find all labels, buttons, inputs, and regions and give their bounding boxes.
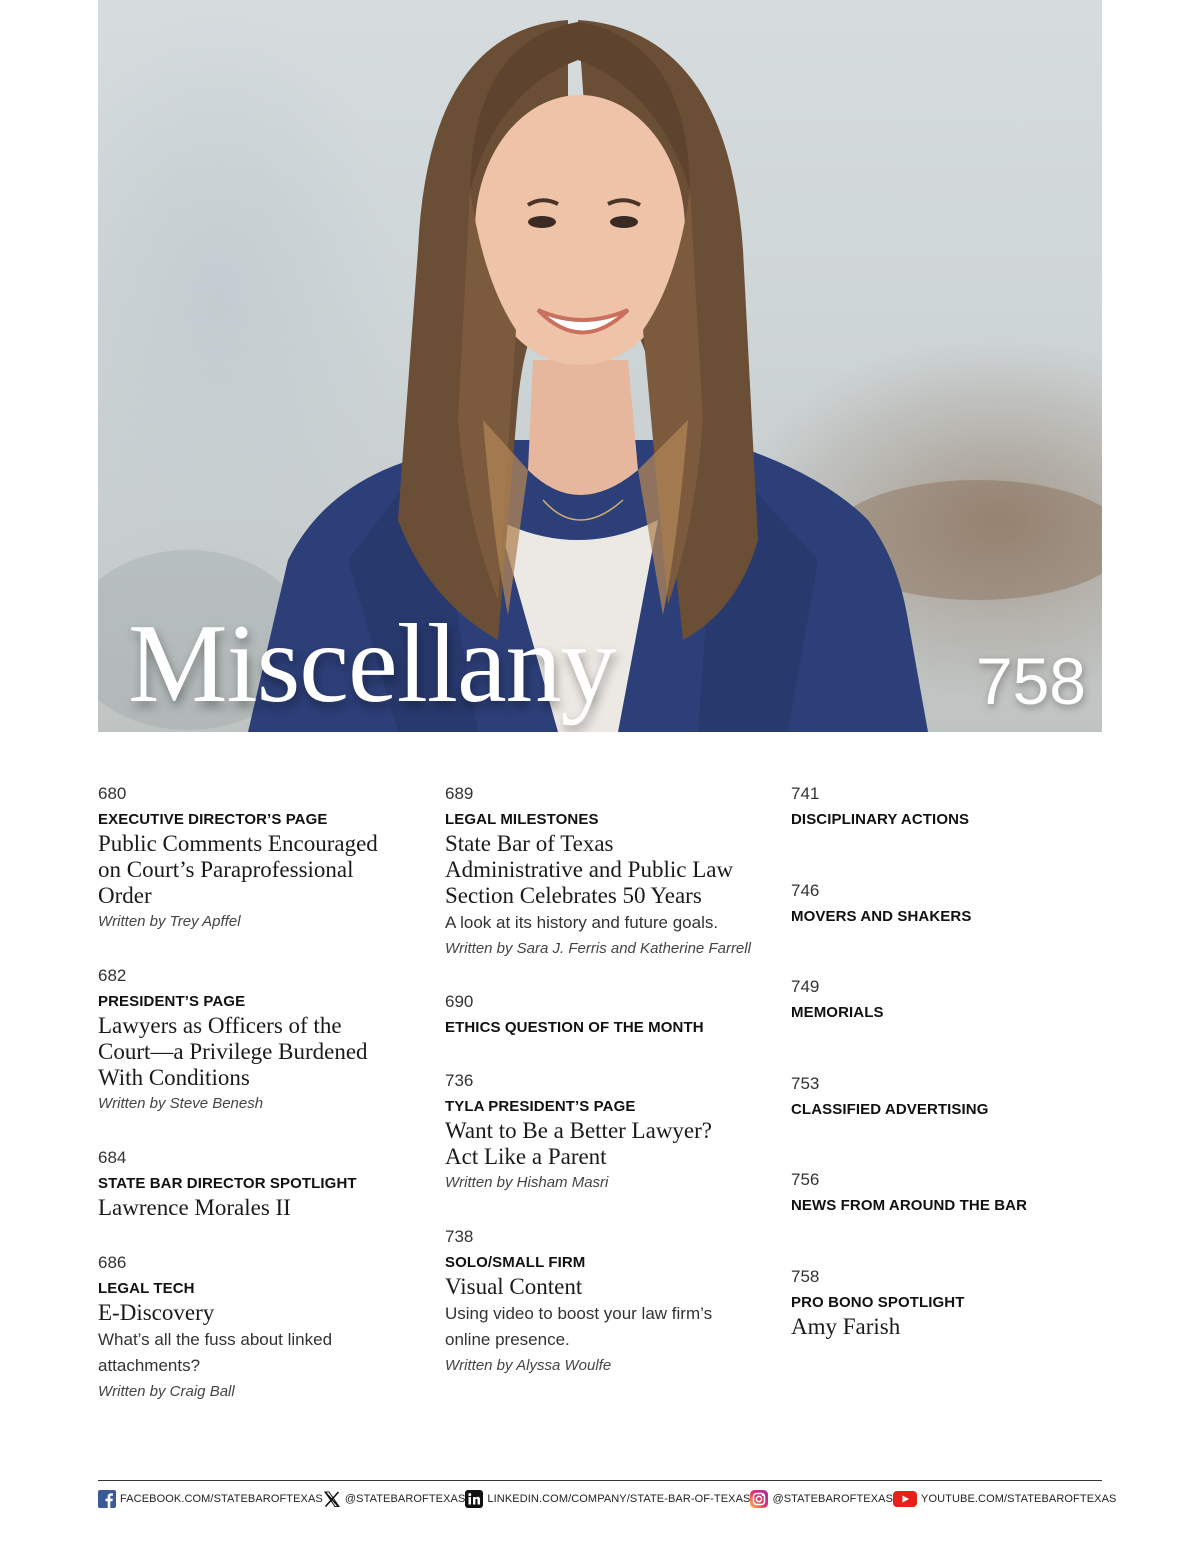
toc-section-label: MOVERS AND SHAKERS — [791, 908, 972, 925]
toc-author: Written by Alyssa Woulfe — [445, 1357, 612, 1374]
facebook-url: FACEBOOK.COM/STATEBAROFTEXAS — [120, 1493, 323, 1505]
toc-entry[interactable] — [445, 784, 755, 959]
toc-section-label: TYLA PRESIDENT’S PAGE — [445, 1098, 636, 1115]
x-icon — [323, 1490, 341, 1508]
toc-headline: Visual Content — [445, 1274, 583, 1299]
toc-entry[interactable] — [791, 784, 969, 830]
toc-page-number: 753 — [791, 1074, 820, 1093]
page-number: 758 — [975, 644, 1086, 718]
facebook-icon — [98, 1490, 116, 1508]
toc-page-number: 689 — [445, 784, 474, 803]
toc-page-number: 736 — [445, 1071, 474, 1090]
toc-section-label: EXECUTIVE DIRECTOR’S PAGE — [98, 811, 328, 828]
toc-section-label: STATE BAR DIRECTOR SPOTLIGHT — [98, 1175, 357, 1192]
toc-page-number: 749 — [791, 977, 820, 996]
toc-entry[interactable] — [98, 966, 398, 1114]
social-footer — [98, 1488, 1117, 1510]
section-title: Miscellany — [128, 602, 616, 726]
toc-section-label: ETHICS QUESTION OF THE MONTH — [445, 1019, 704, 1036]
toc-author: Written by Hisham Masri — [445, 1174, 609, 1191]
x-link[interactable] — [323, 1490, 466, 1508]
toc-headline: Lawyers as Officers of the Court—a Privilege Burdened With Conditions — [98, 1013, 368, 1090]
toc-headline: Want to Be a Better Lawyer? Act Like a Parent — [445, 1118, 713, 1169]
toc-page-number: 746 — [791, 881, 820, 900]
toc-section-label: PRO BONO SPOTLIGHT — [791, 1294, 965, 1311]
toc-section-label: CLASSIFIED ADVERTISING — [791, 1101, 989, 1118]
toc-headline: E-Discovery — [98, 1300, 215, 1325]
toc-entry[interactable] — [791, 1267, 964, 1340]
instagram-icon — [750, 1490, 768, 1508]
youtube-url: YOUTUBE.COM/STATEBAROFTEXAS — [921, 1493, 1117, 1505]
toc-section-label: MEMORIALS — [791, 1004, 884, 1021]
toc-entry[interactable] — [445, 1071, 735, 1193]
toc-entry[interactable] — [98, 1148, 357, 1221]
toc-section-label: DISCIPLINARY ACTIONS — [791, 811, 970, 828]
toc-section-label: PRESIDENT’S PAGE — [98, 993, 246, 1010]
hero-photo — [98, 0, 1102, 732]
x-handle: @STATEBAROFTEXAS — [344, 1493, 466, 1505]
toc-entry[interactable] — [791, 1170, 1027, 1216]
toc-entry[interactable] — [98, 1253, 358, 1402]
toc-description: What’s all the fuss about linked attachments? — [98, 1330, 333, 1375]
toc-section-label: SOLO/SMALL FIRM — [445, 1254, 586, 1271]
toc-author: Written by Trey Apffel — [98, 913, 241, 930]
toc-page-number: 682 — [98, 966, 127, 985]
toc-page-number: 686 — [98, 1253, 127, 1272]
toc-headline: Lawrence Morales II — [98, 1195, 291, 1220]
toc-section-label: NEWS FROM AROUND THE BAR — [791, 1197, 1027, 1214]
facebook-link[interactable] — [98, 1490, 323, 1508]
toc-author: Written by Steve Benesh — [98, 1095, 264, 1112]
toc-page-number: 738 — [445, 1227, 474, 1246]
toc-author: Written by Craig Ball — [98, 1383, 235, 1400]
toc-headline: Amy Farish — [791, 1314, 901, 1339]
toc-entry[interactable] — [791, 1074, 989, 1120]
instagram-handle: @STATEBAROFTEXAS — [772, 1493, 894, 1505]
toc-entry[interactable] — [791, 881, 971, 927]
youtube-link[interactable] — [893, 1490, 1116, 1508]
toc-section-label: LEGAL TECH — [98, 1280, 195, 1297]
toc-page-number: 758 — [791, 1267, 820, 1286]
instagram-link[interactable] — [750, 1490, 893, 1508]
toc-page-number: 741 — [791, 784, 820, 803]
toc-page-number: 690 — [445, 992, 474, 1011]
linkedin-url: LINKEDIN.COM/COMPANY/STATE-BAR-OF-TEXAS — [487, 1493, 751, 1505]
toc-description: Using video to boost your law firm’s online presence. — [445, 1304, 713, 1349]
toc-page-number: 756 — [791, 1170, 820, 1189]
toc-description: A look at its history and future goals. — [445, 913, 719, 932]
footer-divider — [98, 1480, 1102, 1481]
linkedin-link[interactable] — [465, 1490, 750, 1508]
toc-entry[interactable] — [791, 977, 884, 1023]
toc-entry[interactable] — [98, 784, 398, 932]
toc-page-number: 684 — [98, 1148, 127, 1167]
toc-entry[interactable] — [445, 992, 704, 1038]
toc-entry[interactable] — [445, 1227, 745, 1376]
youtube-icon — [893, 1490, 917, 1508]
toc-headline: Public Comments Encouraged on Court’s Paraprofessional Order — [98, 831, 378, 908]
toc-author: Written by Sara J. Ferris and Katherine Farrell — [445, 940, 751, 957]
toc-page-number: 680 — [98, 784, 127, 803]
toc-section-label: LEGAL MILESTONES — [445, 811, 599, 828]
toc-headline: State Bar of Texas Administrative and Public Law Section Celebrates 50 Years — [445, 831, 734, 908]
linkedin-icon — [465, 1490, 483, 1508]
